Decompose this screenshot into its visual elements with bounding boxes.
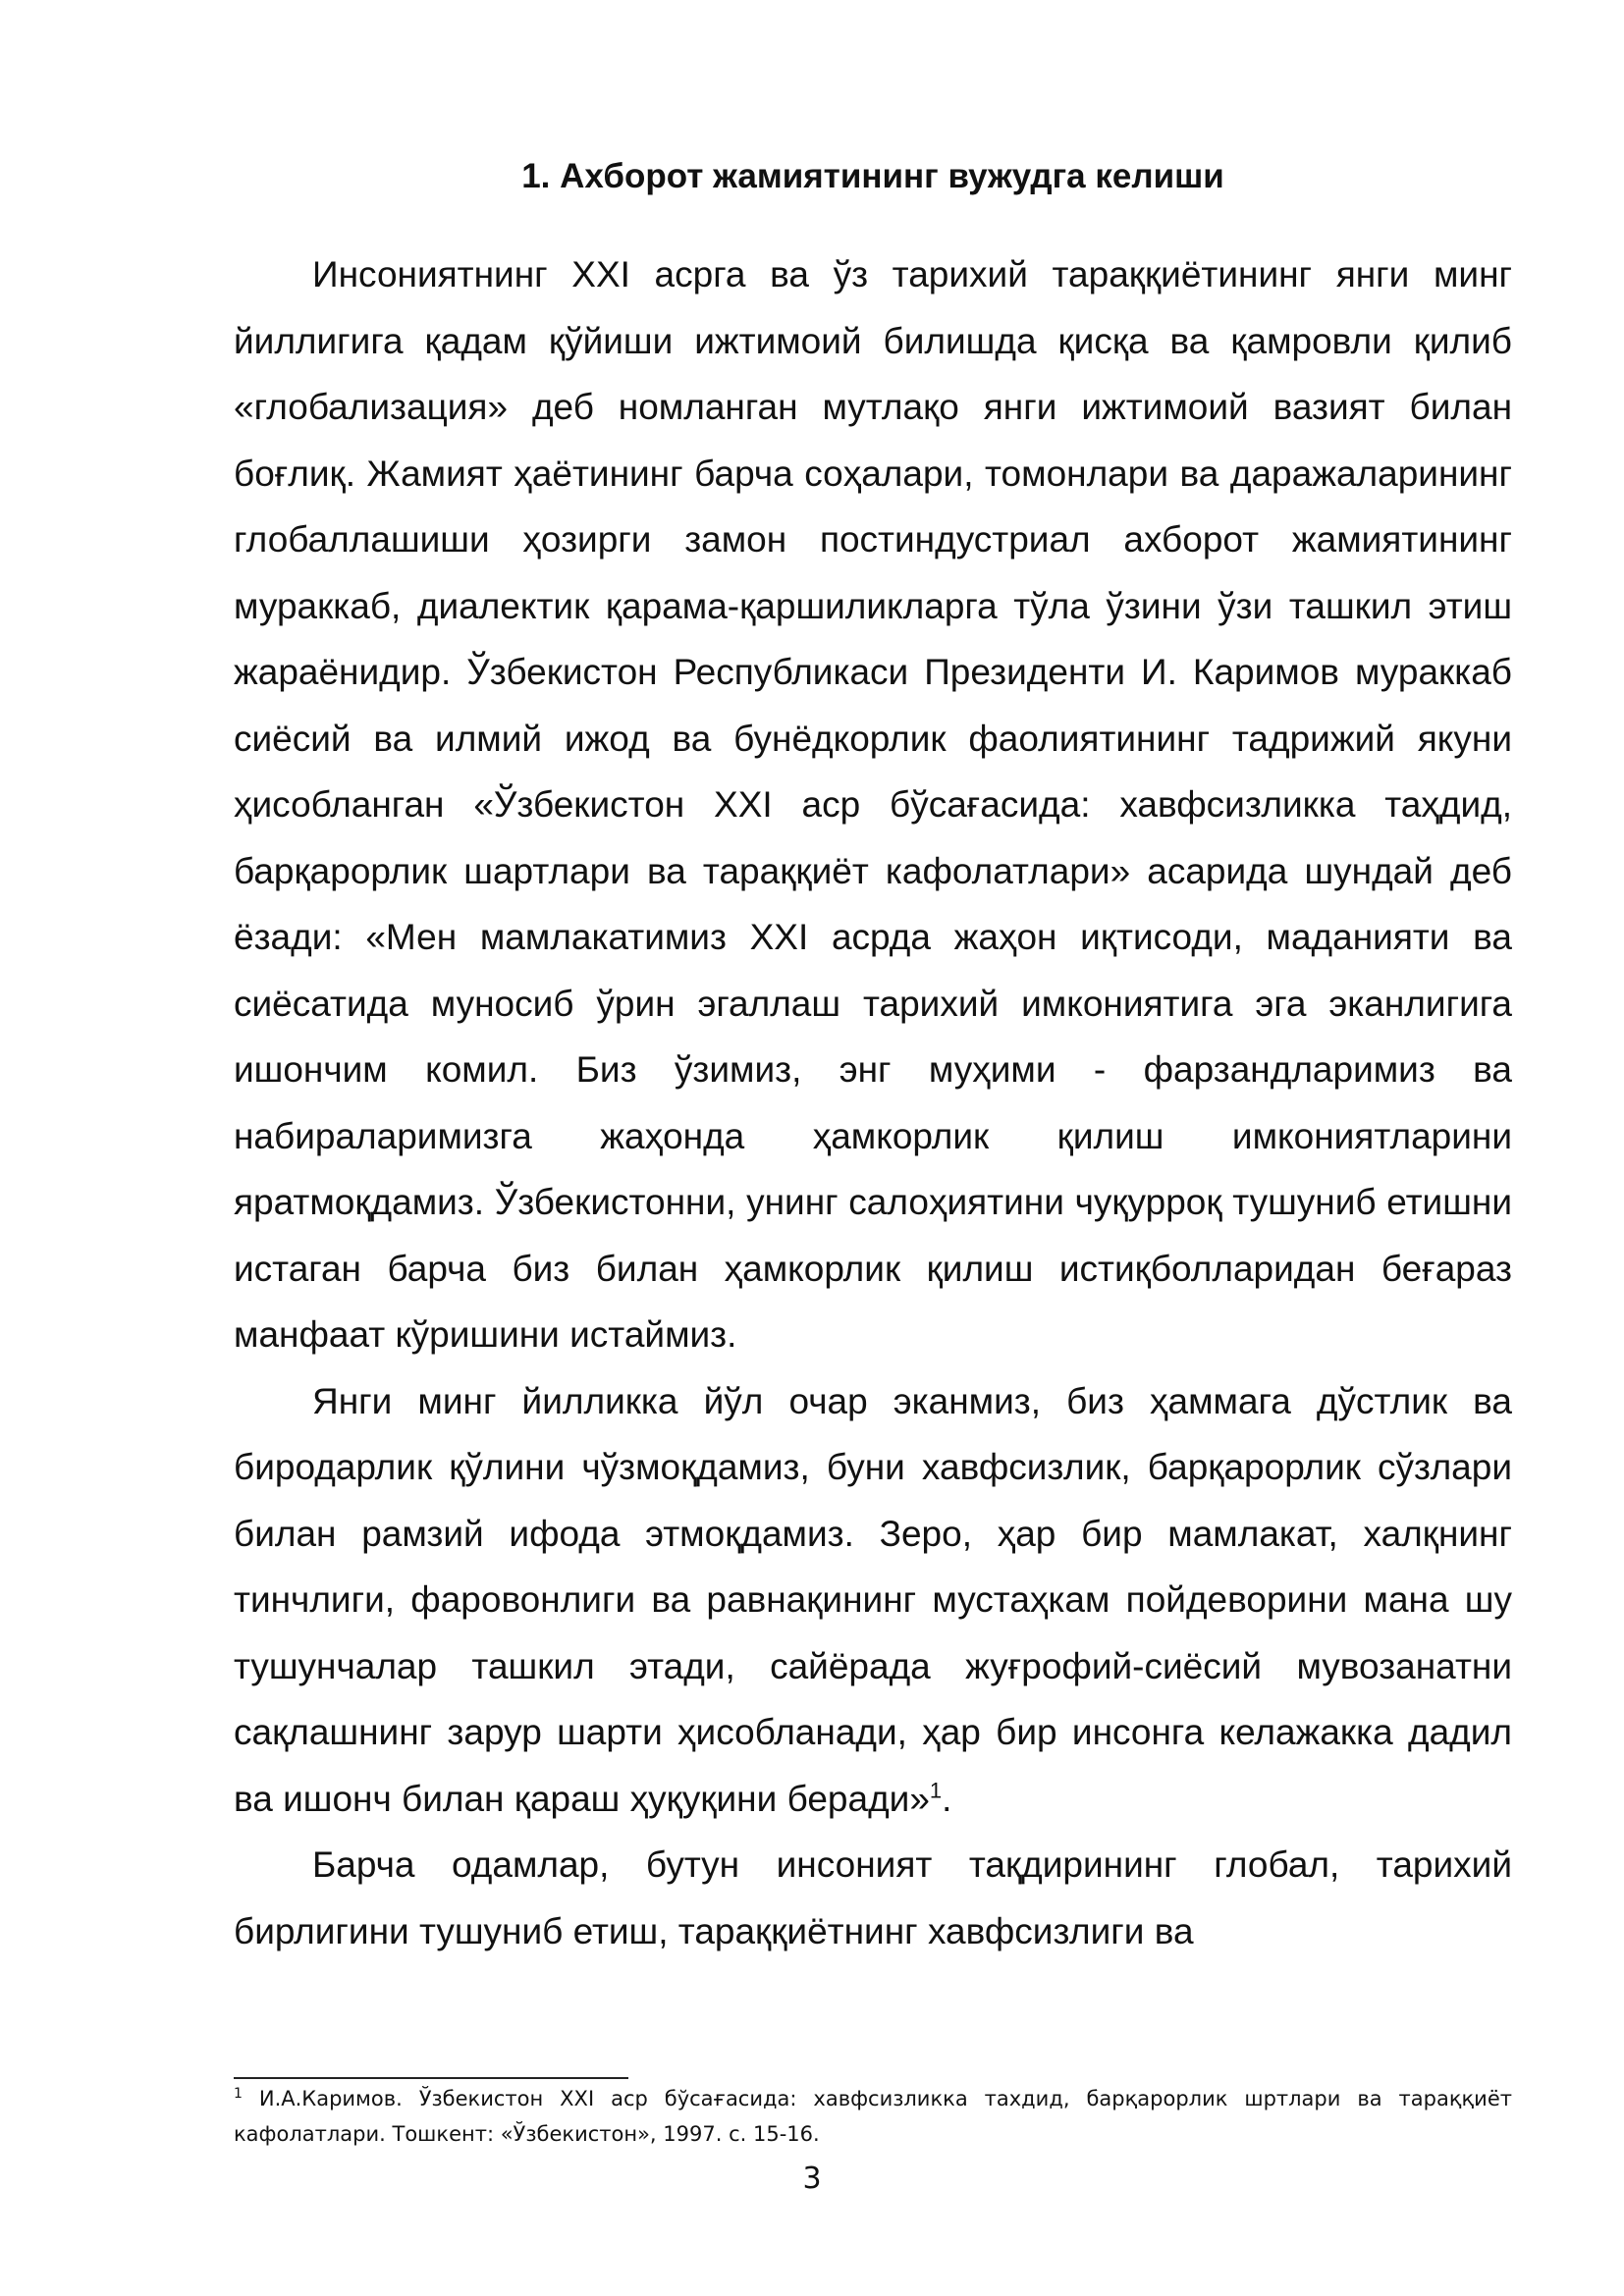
paragraph-2-end: . <box>942 1778 952 1819</box>
footnote-number: 1 <box>234 2086 243 2102</box>
page-title: 1. Ахборот жамиятининг вужудга келиши <box>521 157 1224 195</box>
paragraph-2-text: Янги минг йилликка йўл очар эканмиз, биз ҳаммага дўстлик ва биродарлик қўлини чўзмоқдамиз, буни хавфсизлик, барқарорлик сўзлари билан рамзий ифода этмоқдамиз. Зеро, ҳар бир мамлакат, халқнинг тинчлиги, фаровонлиги ва равнақининг мустаҳкам пойдеворини мана шу тушунчалар ташкил этади, сайёрада жуғрофий-сиёсий мувозанатни сақлашнинг зарур шарти ҳисобланади, ҳар бир инсонга келажакка дадил ва ишонч билан қараш ҳуқуқини беради» <box>234 1380 1512 1819</box>
footnote-separator <box>234 2077 628 2079</box>
footnote-text: И.А.Каримов. Ўзбекистон XXI аср бўсағасида: хавфсизликка тахдид, барқарорлик шртлари ва тараққиёт кафолатлари. Тошкент: «Ўзбекистон», 1997. с. 15-16. <box>234 2087 1512 2146</box>
page-number: 3 <box>802 2162 822 2196</box>
paragraph-3 <box>234 1832 1512 1964</box>
paragraph-2 <box>234 1368 1512 1833</box>
paragraph-1-text: Инсониятнинг XXI асрга ва ўз тарихий тараққиётининг янги минг йиллигига қадам қўйиши ижтимоий билишда қисқа ва қамровли қилиб «глобализация» деб номланган мутлақо янги ижтимоий вазият билан боғлиқ. Жамият ҳаётининг барча соҳалари, томонлари ва даражаларининг глобаллашиши ҳозирги замон постиндустриал ахборот жамиятининг мураккаб, диалектик қарама-қаршиликларга тўла ўзини ўзи ташкил этиш жараёнидир. Ўзбекистон Республикаси Президенти И. Каримов мураккаб сиёсий ва илмий ижод ва бунёдкорлик фаолиятининг тадрижий якуни ҳисобланган «Ўзбекистон XXI аср бўсағасида: хавфсизликка таҳдид, барқарорлик шартлари ва тараққиёт кафолатлари» асарида шундай деб ёзади: «Мен мамлакатимиз XXI асрда жаҳон иқтисоди, маданияти ва сиёсатида муносиб ўрин эгаллаш тарихий имкониятига эга эканлигига ишончим комил. Биз ўзимиз, энг муҳими - фарзандларимиз ва набираларимизга жаҳонда ҳамкорлик қилиш имкониятларини яратмоқдамиз. Ўзбекистонни, унинг салоҳиятини чуқурроқ тушуниб етишни истаган барча биз билан ҳамкорлик қилиш истиқболларидан беғараз манфаат кўришини истаймиз. <box>234 254 1512 1355</box>
footnote-reference[interactable]: 1 <box>929 1778 943 1803</box>
footnote <box>234 2081 1512 2152</box>
paragraph-3-text: Барча одамлар, бутун инсоният тақдирининг глобал, тарихий бирлигини тушуниб етиш, тараққиётнинг хавфсизлиги ва <box>234 1844 1512 1951</box>
paragraph-1 <box>234 241 1512 1368</box>
body-text <box>234 241 1512 1964</box>
